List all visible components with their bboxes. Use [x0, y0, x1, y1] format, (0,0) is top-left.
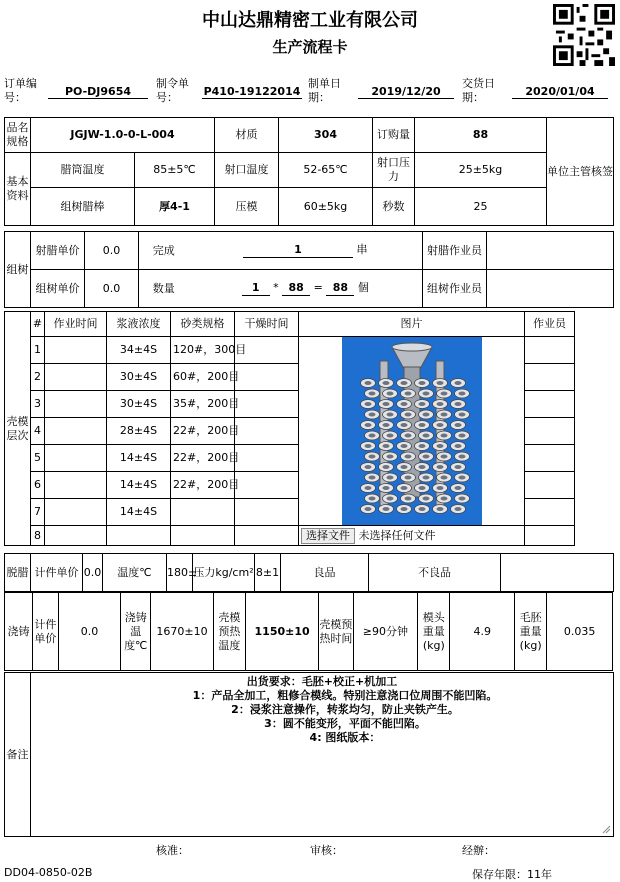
dewax-temp-label: 温度℃	[103, 554, 167, 592]
row-no: 2	[31, 364, 45, 391]
complete-qty: 1	[243, 243, 353, 258]
row-time-cell	[45, 499, 107, 526]
remarks-line: 1：产品全加工，粗修合模线。特别注意浇口位周围不能凹陷。	[192, 689, 498, 702]
bad-label: 不良品	[369, 554, 501, 592]
row-slurry: 28±4S	[107, 418, 171, 445]
basic-info-label: 基本资料	[5, 153, 31, 226]
tree-price-label: 组树单价	[31, 270, 85, 308]
row-worker-cell	[525, 472, 575, 499]
press-value: 60±5kg	[279, 188, 373, 226]
order-qty-label: 订购量	[373, 118, 415, 153]
no-file-text: 未选择任何文件	[358, 528, 436, 542]
row-no: 8	[31, 526, 45, 546]
make-no-label: 制令单号：	[156, 77, 189, 104]
blank-weight-value: 0.035	[547, 593, 613, 671]
row-time-cell	[45, 526, 107, 546]
row-no: 4	[31, 418, 45, 445]
inject-press-label: 射口压力	[373, 153, 415, 188]
handle-label: 经辦：	[462, 844, 495, 857]
complete-label: 完成	[139, 232, 189, 270]
row-time-cell	[45, 391, 107, 418]
row-sand: 35#，200目	[171, 391, 235, 418]
order-no-value: PO-DJ9654	[48, 85, 148, 99]
product-name-label: 品名规格	[5, 118, 31, 153]
dewax-section-label: 脱腊	[5, 554, 31, 592]
press-label: 压模	[215, 188, 279, 226]
row-time-cell	[45, 472, 107, 499]
col-sand: 砂类规格	[171, 312, 235, 337]
remarks-label: 备注	[5, 673, 31, 837]
make-date-label: 制单日期：	[308, 77, 341, 104]
col-picture: 图片	[299, 312, 525, 337]
row-worker-cell	[525, 337, 575, 364]
retention-period: 保存年限：11年	[472, 868, 552, 881]
row-slurry: 30±4S	[107, 391, 171, 418]
row-worker-cell	[525, 526, 575, 546]
row-worker-cell	[525, 499, 575, 526]
quantity-label: 数量	[139, 270, 189, 308]
resize-handle-icon[interactable]	[601, 824, 611, 834]
dewax-pressure-value: 8±1	[255, 554, 281, 592]
calc-op: *	[273, 281, 279, 294]
col-worker: 作业员	[525, 312, 575, 337]
doc-number: DD04-0850-02B	[4, 866, 93, 879]
dewax-pressure-label: 压力kg/cm²	[193, 554, 255, 592]
row-no: 6	[31, 472, 45, 499]
inject-worker-label: 射腊作业员	[423, 232, 487, 270]
wax-temp-value: 85±5℃	[135, 153, 215, 188]
row-sand	[171, 526, 235, 546]
approve-label: 核准：	[156, 844, 189, 857]
row-no: 5	[31, 445, 45, 472]
row-slurry	[107, 526, 171, 546]
row-no: 1	[31, 337, 45, 364]
remarks-line: 4: 图纸版本：	[309, 731, 381, 744]
row-slurry: 14±4S	[107, 499, 171, 526]
dewax-price-label: 计件单价	[31, 554, 83, 592]
row-sand	[171, 499, 235, 526]
remarks-line: 3：圆不能变形，平面不能凹陷。	[264, 717, 426, 730]
gate-weight-value: 4.9	[450, 593, 515, 671]
casting-section-label: 浇铸	[5, 593, 33, 671]
shell-layers-table	[4, 311, 614, 546]
casting-price-value: 0.0	[58, 593, 120, 671]
row-worker-cell	[525, 391, 575, 418]
preheat-temp-value: 1150±10	[246, 593, 319, 671]
calc-a: 1	[242, 281, 270, 296]
material-value: 304	[279, 118, 373, 153]
part-render-image	[342, 337, 482, 525]
delivery-date-value: 2020/01/04	[512, 85, 608, 99]
inject-temp-label: 射口温度	[215, 153, 279, 188]
shell-section-label: 壳模层次	[5, 312, 31, 546]
row-sand: 120#，300目	[171, 337, 235, 364]
remarks-line: 2：浸浆注意操作，转浆均匀，防止夹铁产生。	[231, 703, 459, 716]
calc-unit: 個	[357, 281, 369, 294]
row-sand: 60#，200目	[171, 364, 235, 391]
make-date-value: 2019/12/20	[358, 85, 454, 99]
casting-price-label: 计件单价	[32, 593, 58, 671]
row-slurry: 14±4S	[107, 472, 171, 499]
preheat-temp-label: 壳模预热温度	[213, 593, 245, 671]
tree-worker-value	[487, 270, 614, 308]
col-slurry: 浆液浓度	[107, 312, 171, 337]
assembly-table	[4, 231, 614, 308]
preheat-time-value: ≥90分钟	[353, 593, 418, 671]
inject-worker-value	[487, 232, 614, 270]
review-label: 审核：	[310, 844, 343, 857]
good-label: 良品	[281, 554, 369, 592]
row-time-cell	[45, 337, 107, 364]
row-sand: 22#，200目	[171, 445, 235, 472]
casting-table	[4, 592, 613, 671]
company-name: 中山达鼎精密工业有限公司	[202, 10, 418, 31]
tree-wax-value: 厚4-1	[135, 188, 215, 226]
row-worker-cell	[525, 445, 575, 472]
tree-price-value: 0.0	[85, 270, 139, 308]
row-time-cell	[45, 418, 107, 445]
dewax-table	[4, 553, 614, 592]
blank-weight-label: 毛胚重量(kg)	[515, 593, 547, 671]
calc-b: 88	[282, 281, 310, 296]
gate-weight-label: 模头重量(kg)	[418, 593, 450, 671]
remarks-line: 出货要求：毛胚+校正+机加工	[246, 675, 398, 688]
col-dry-time: 干燥时间	[235, 312, 299, 337]
row-worker-cell	[525, 364, 575, 391]
complete-unit: 串	[356, 243, 368, 256]
row-dry-cell	[235, 418, 299, 445]
pour-temp-label: 浇铸温度℃	[121, 593, 151, 671]
row-worker-cell	[525, 418, 575, 445]
row-dry-cell	[235, 499, 299, 526]
row-slurry: 34±4S	[107, 337, 171, 364]
qr-code-icon	[553, 4, 615, 66]
tree-wax-label: 组树腊棒	[31, 188, 135, 226]
order-qty-value: 88	[415, 118, 547, 153]
remarks-table	[4, 672, 614, 837]
row-dry-cell	[235, 472, 299, 499]
inject-price-value: 0.0	[85, 232, 139, 270]
supervisor-label: 单位主管核签	[547, 118, 614, 226]
row-slurry: 30±4S	[107, 364, 171, 391]
inject-price-label: 射腊单价	[31, 232, 85, 270]
wax-temp-label: 腊筒温度	[31, 153, 135, 188]
col-no: #	[31, 312, 45, 337]
part-picture-cell	[299, 337, 525, 526]
material-label: 材质	[215, 118, 279, 153]
row-dry-cell	[235, 445, 299, 472]
row-slurry: 14±4S	[107, 445, 171, 472]
assembly-section-label: 组树	[5, 232, 31, 308]
row-dry-cell	[235, 364, 299, 391]
row-dry-cell	[235, 391, 299, 418]
row-no: 7	[31, 499, 45, 526]
row-dry-cell	[235, 526, 299, 546]
inject-press-value: 25±5kg	[415, 153, 547, 188]
seconds-value: 25	[415, 188, 547, 226]
bad-value	[501, 554, 614, 592]
row-sand: 22#，200目	[171, 418, 235, 445]
card-title: 生产流程卡	[272, 38, 348, 56]
product-info-table	[4, 117, 614, 226]
order-no-label: 订单编号：	[4, 77, 37, 104]
calc-eq: =	[313, 281, 323, 294]
preheat-time-label: 壳模预热时间	[319, 593, 353, 671]
inject-temp-value: 52-65℃	[279, 153, 373, 188]
col-work-time: 作业时间	[45, 312, 107, 337]
make-no-value: P410-19122014	[203, 85, 301, 98]
remarks-textarea[interactable]	[31, 673, 614, 837]
row-no: 3	[31, 391, 45, 418]
row-sand: 22#，200目	[171, 472, 235, 499]
pour-temp-value: 1670±10	[151, 593, 213, 671]
product-name-value: JGJW-1.0-0-L-004	[31, 118, 215, 153]
row-time-cell	[45, 364, 107, 391]
delivery-date-label: 交货日期：	[462, 77, 495, 104]
tree-worker-label: 组树作业员	[423, 270, 487, 308]
row-time-cell	[45, 445, 107, 472]
dewax-temp-value: 180±	[167, 554, 193, 592]
choose-file-button[interactable]: 选择文件	[301, 528, 355, 544]
dewax-price-value: 0.0	[83, 554, 103, 592]
calc-result: 88	[326, 281, 354, 296]
seconds-label: 秒数	[373, 188, 415, 226]
